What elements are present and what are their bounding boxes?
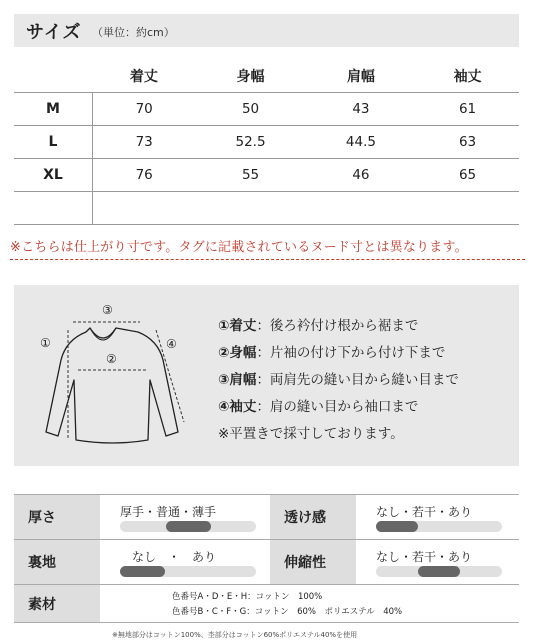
note-divider <box>10 259 525 260</box>
table-cell: 50 <box>195 93 305 126</box>
feature-options: なし ・ あり <box>132 550 217 564</box>
table-cell: 46 <box>306 159 416 192</box>
size-header-bar <box>14 14 519 47</box>
marker-4: ④ <box>166 337 177 351</box>
definition-key: ①着丈 <box>218 318 257 334</box>
feature-sheer <box>356 495 519 540</box>
column-header: 身幅 <box>236 69 265 85</box>
feature-stretch <box>356 540 519 585</box>
column-header: 袖丈 <box>453 69 482 85</box>
table-row <box>14 159 519 192</box>
table-cell: 73 <box>93 126 196 159</box>
table-cell: 55 <box>195 159 305 192</box>
table-row <box>14 192 519 225</box>
shirt-diagram-icon <box>28 300 198 450</box>
feature-row <box>14 495 519 540</box>
feature-grid <box>14 494 519 623</box>
table-cell <box>416 192 519 225</box>
stretch-bar-fill <box>418 566 460 577</box>
table-row <box>14 93 519 126</box>
feature-row <box>14 540 519 585</box>
table-cell <box>93 192 196 225</box>
feature-label: 厚さ <box>14 495 100 540</box>
feature-label: 素材 <box>14 585 100 623</box>
lining-bar <box>120 566 256 577</box>
definition-desc: ：肩の縫い目から袖口まで <box>256 399 419 415</box>
definition-key: ④袖丈 <box>218 399 257 415</box>
feature-material <box>100 585 519 623</box>
sizing-note: ※こちらは仕上がり寸です。タグに記載されているヌード寸とは異なります。 <box>10 240 468 255</box>
table-cell <box>195 192 305 225</box>
definition-width <box>218 341 445 361</box>
definition-length <box>218 314 418 334</box>
sheer-bar-fill <box>376 521 418 532</box>
size-title: サイズ <box>26 22 82 43</box>
definition-shoulder <box>218 368 459 388</box>
feature-options: なし・若干・あり <box>376 550 473 564</box>
feature-label: 裏地 <box>14 540 100 585</box>
column-header: 肩幅 <box>346 69 375 85</box>
row-label <box>14 192 93 225</box>
table-cell: 44.5 <box>306 126 416 159</box>
definition-desc: ：片袖の付け下から付け下まで <box>256 345 446 361</box>
table-cell: 43 <box>306 93 416 126</box>
table-cell: 70 <box>93 93 196 126</box>
marker-1: ① <box>40 336 51 350</box>
size-table <box>14 60 519 225</box>
table-cell: 61 <box>416 93 519 126</box>
feature-options: 厚手・普通・薄手 <box>120 505 217 519</box>
row-label: XL <box>14 159 93 192</box>
marker-2: ② <box>106 352 117 366</box>
sheer-bar <box>376 521 502 532</box>
row-label: M <box>14 93 93 126</box>
feature-label: 透け感 <box>270 495 356 540</box>
feature-lining <box>100 540 270 585</box>
definition-sleeve <box>218 395 418 415</box>
definition-desc: ：後ろ衿付け根から裾まで <box>256 318 419 334</box>
size-table-header <box>14 60 519 93</box>
measurement-footer: ※平置きで採寸しております。 <box>218 426 404 442</box>
thickness-bar-fill <box>166 521 211 532</box>
table-cell <box>306 192 416 225</box>
table-cell: 52.5 <box>195 126 305 159</box>
table-cell: 76 <box>93 159 196 192</box>
material-line: 色番号A・D・E・H：コットン 100% <box>172 592 323 602</box>
stretch-bar <box>376 566 502 577</box>
definition-desc: ：両肩先の縫い目から縫い目まで <box>256 372 459 388</box>
feature-row <box>14 585 519 623</box>
table-cell: 65 <box>416 159 519 192</box>
column-header: 着丈 <box>129 69 158 85</box>
shirt-outline <box>46 328 178 443</box>
thickness-bar <box>120 521 256 532</box>
definition-key: ③肩幅 <box>218 372 257 388</box>
definition-key: ②身幅 <box>218 345 257 361</box>
table-row <box>14 126 519 159</box>
lining-bar-fill <box>120 566 165 577</box>
feature-options: なし・若干・あり <box>376 505 473 519</box>
feature-label: 伸縮性 <box>270 540 356 585</box>
marker-3: ③ <box>102 303 113 317</box>
material-footnote: ※無地部分はコットン100%、杢部分はコットン60%ポリエステル40%を使用 <box>112 631 358 639</box>
size-unit: （単位：約cm） <box>92 26 175 39</box>
feature-thickness <box>100 495 270 540</box>
table-cell: 63 <box>416 126 519 159</box>
row-label: L <box>14 126 93 159</box>
material-line: 色番号B・C・F・G：コットン 60% ポリエステル 40% <box>172 607 403 617</box>
